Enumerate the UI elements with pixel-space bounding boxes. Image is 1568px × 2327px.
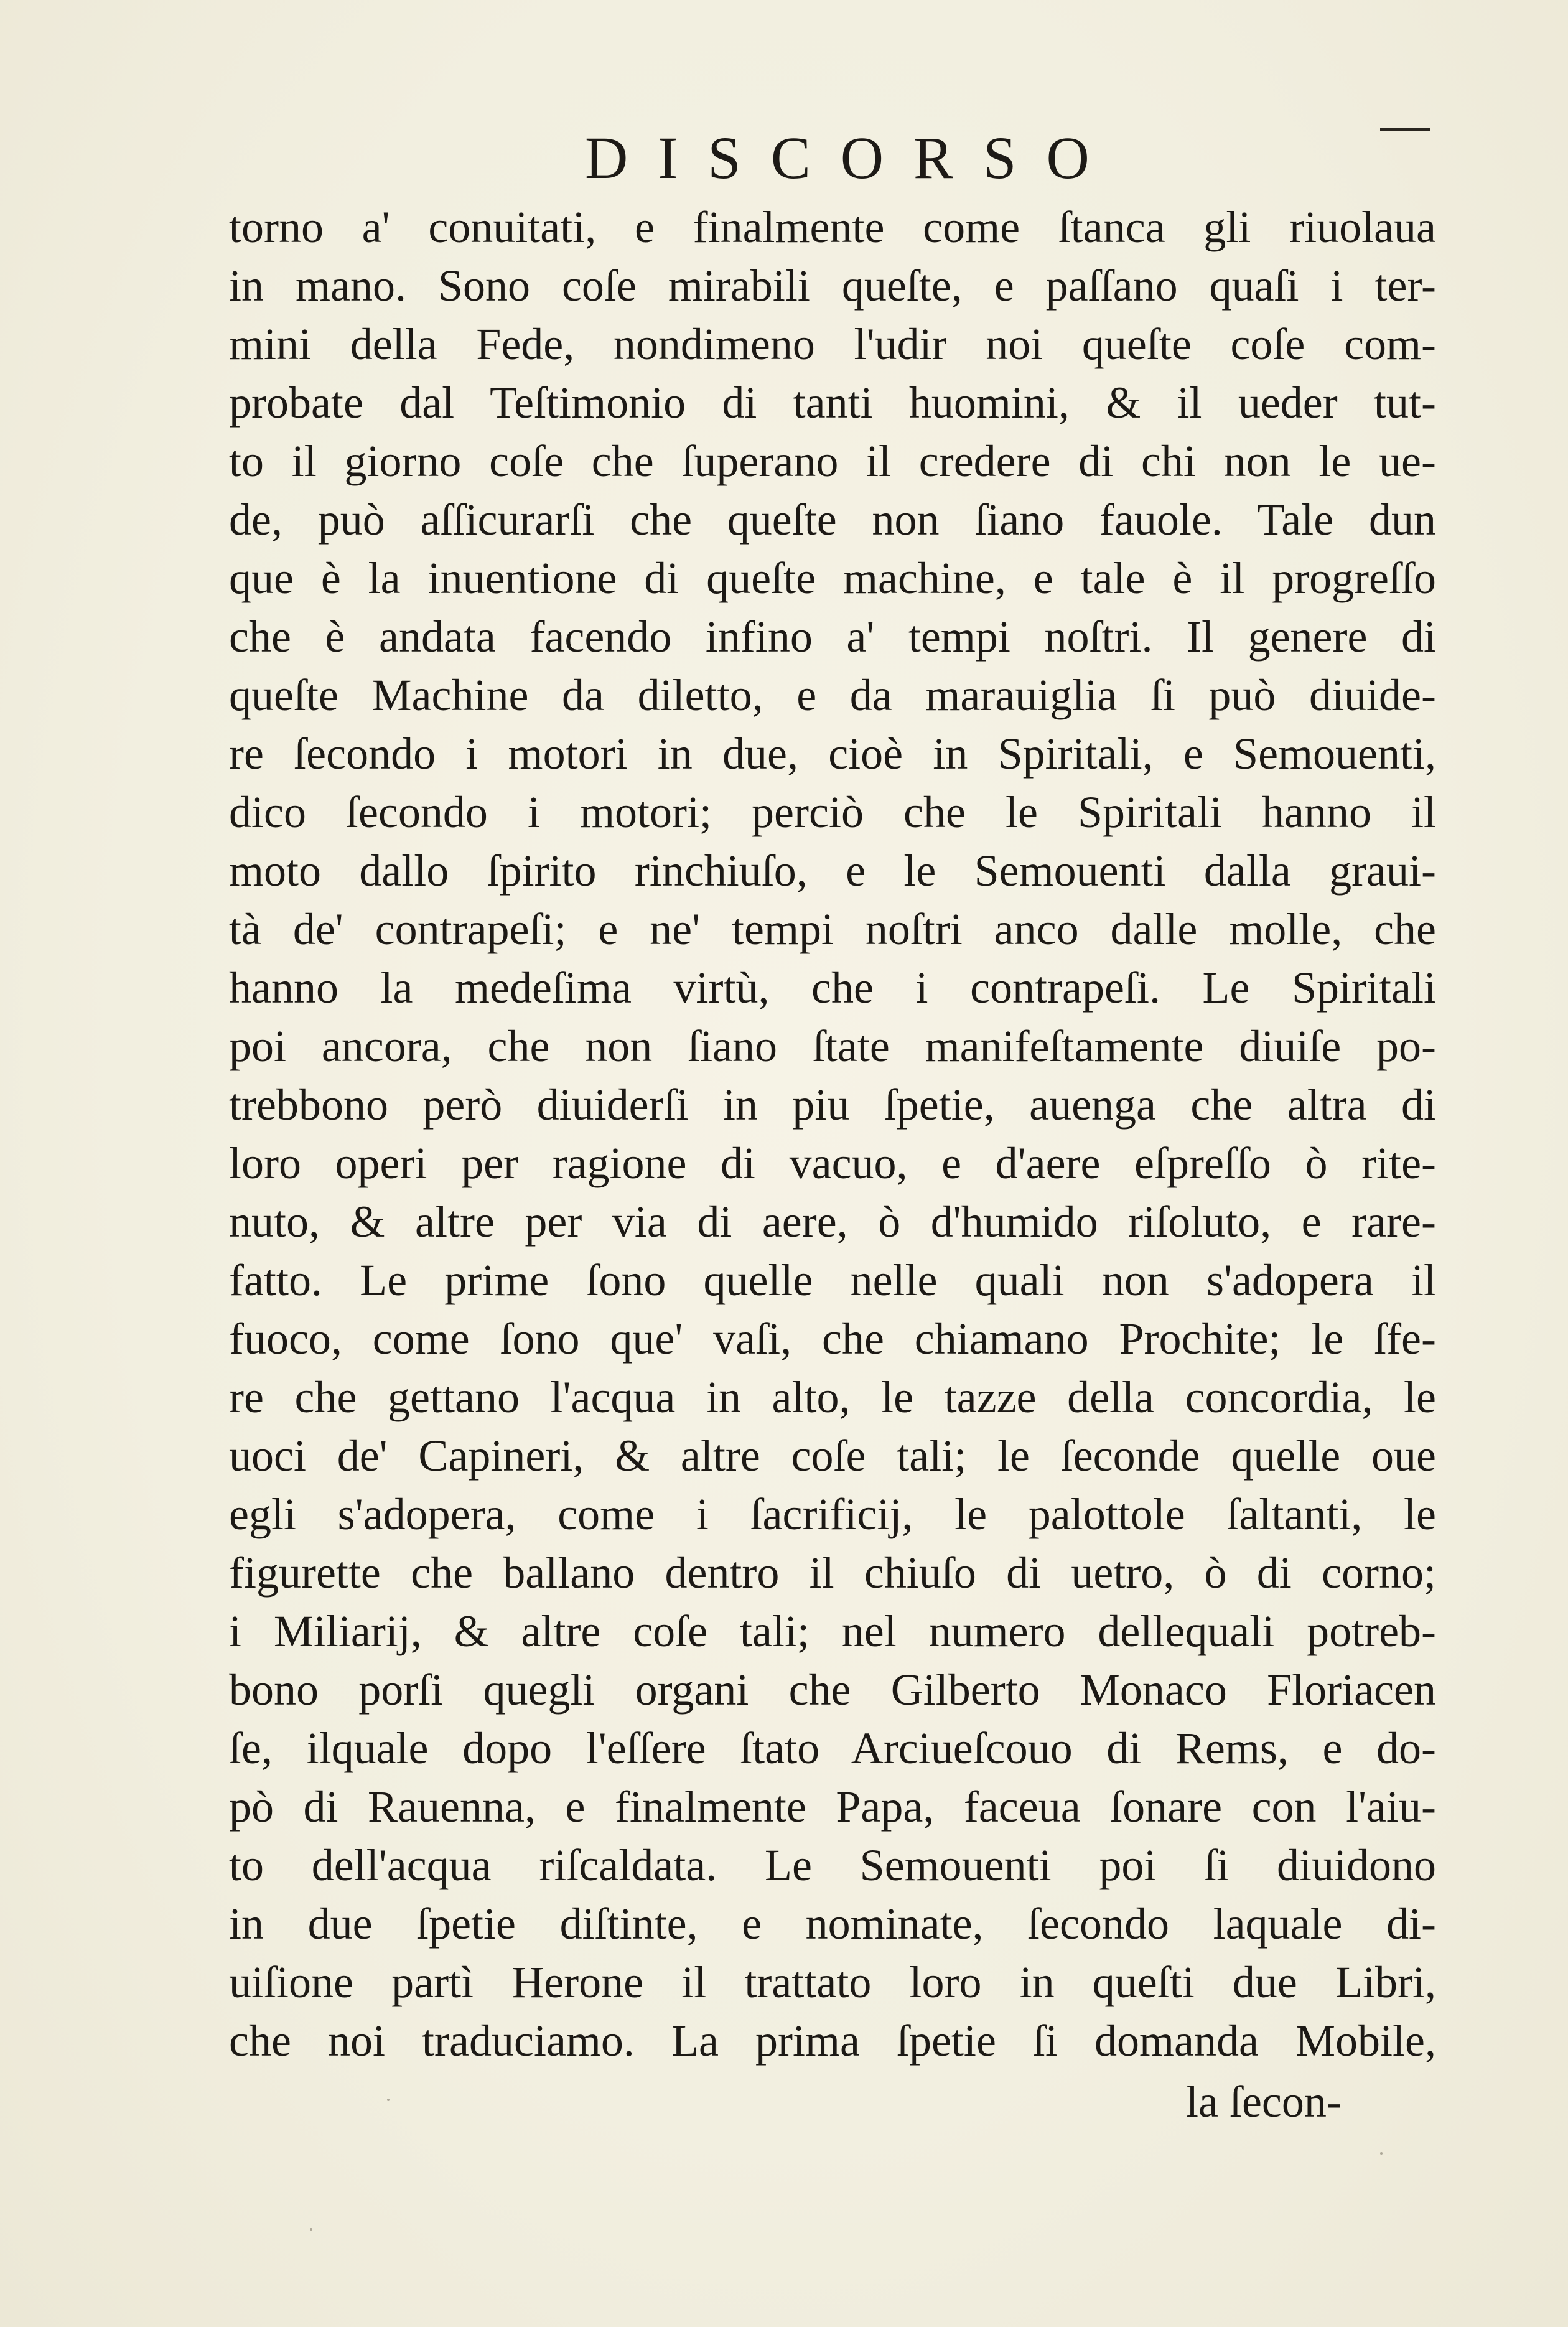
text-line: to il giorno coſe che ſuperano il credere di chi non le ue- xyxy=(229,436,1436,486)
text-line: che noi traduciamo. La prima ſpetie ſi domanda Mobile, xyxy=(229,2016,1436,2066)
text-line: ſe, ilquale dopo l'eſſere ſtato Arciueſcouo di Rems, e do- xyxy=(229,1723,1436,1773)
text-line: poi ancora, che non ſiano ſtate manifeſtamente diuiſe po- xyxy=(229,1021,1436,1071)
text-line: in due ſpetie diſtinte, e nominate, ſecondo laquale di- xyxy=(229,1899,1436,1949)
text-line: re che gettano l'acqua in alto, le tazze della concordia, le xyxy=(229,1372,1436,1422)
catchword: la ſecon- xyxy=(1186,2077,1342,2127)
paper-speck xyxy=(1380,2152,1383,2155)
body-text xyxy=(229,198,1436,2070)
text-line: torno a' conuitati, e finalmente come ſtanca gli riuolaua xyxy=(229,202,1436,252)
text-line: dico ſecondo i motori; perciò che le Spiritali hanno il xyxy=(229,787,1436,837)
text-line: re ſecondo i motori in due, cioè in Spiritali, e Semouenti, xyxy=(229,729,1436,779)
text-line: uiſione partì Herone il trattato loro in queſti due Libri, xyxy=(229,1957,1436,2007)
text-line: probate dal Teſtimonio di tanti huomini, & il ueder tut- xyxy=(229,378,1436,428)
text-line: queſte Machine da diletto, e da marauiglia ſi può diuide- xyxy=(229,670,1436,720)
text-line: uoci de' Capineri, & altre coſe tali; le ſeconde quelle oue xyxy=(229,1431,1436,1481)
text-line: fuoco, come ſono que' vaſi, che chiamano Prochite; le ſfe- xyxy=(229,1314,1436,1364)
text-line: pò di Rauenna, e finalmente Papa, faceua ſonare con l'aiu- xyxy=(229,1782,1436,1832)
running-head: DISCORSO xyxy=(585,124,1119,191)
text-line: hanno la medeſima virtù, che i contrapeſi. Le Spiritali xyxy=(229,963,1436,1013)
text-line: to dell'acqua riſcaldata. Le Semouenti poi ſi diuidono xyxy=(229,1840,1436,1890)
text-line: in mano. Sono coſe mirabili queſte, e paſſano quaſi i ter- xyxy=(229,261,1436,311)
text-line: egli s'adopera, come i ſacrificij, le palottole ſaltanti, le xyxy=(229,1489,1436,1539)
text-line: che è andata facendo infino a' tempi noſtri. Il genere di xyxy=(229,612,1436,662)
paper-speck xyxy=(387,2099,390,2101)
text-line: figurette che ballano dentro il chiuſo di uetro, ò di corno; xyxy=(229,1548,1436,1598)
text-line: de, può aſſicurarſi che queſte non ſiano fauole. Tale dun xyxy=(229,495,1436,545)
text-line: moto dallo ſpirito rinchiuſo, e le Semouenti dalla graui- xyxy=(229,846,1436,896)
text-line: nuto, & altre per via di aere, ò d'humido riſoluto, e rare- xyxy=(229,1197,1436,1247)
text-line: i Miliarij, & altre coſe tali; nel numero dellequali potreb- xyxy=(229,1606,1436,1656)
text-line: mini della Fede, nondimeno l'udir noi queſte coſe com- xyxy=(229,319,1436,369)
text-line: bono porſi quegli organi che Gilberto Monaco Floriacen xyxy=(229,1665,1436,1715)
header-rule-mark xyxy=(1380,128,1430,131)
paper-speck xyxy=(310,2228,312,2231)
text-line: loro operi per ragione di vacuo, e d'aere eſpreſſo ò rite- xyxy=(229,1138,1436,1188)
text-line: tà de' contrapeſi; e ne' tempi noſtri anco dalle molle, che xyxy=(229,904,1436,954)
text-line: que è la inuentione di queſte machine, e tale è il progreſſo xyxy=(229,553,1436,603)
text-line: fatto. Le prime ſono quelle nelle quali non s'adopera il xyxy=(229,1255,1436,1305)
text-line: trebbono però diuiderſi in piu ſpetie, auenga che altra di xyxy=(229,1080,1436,1130)
